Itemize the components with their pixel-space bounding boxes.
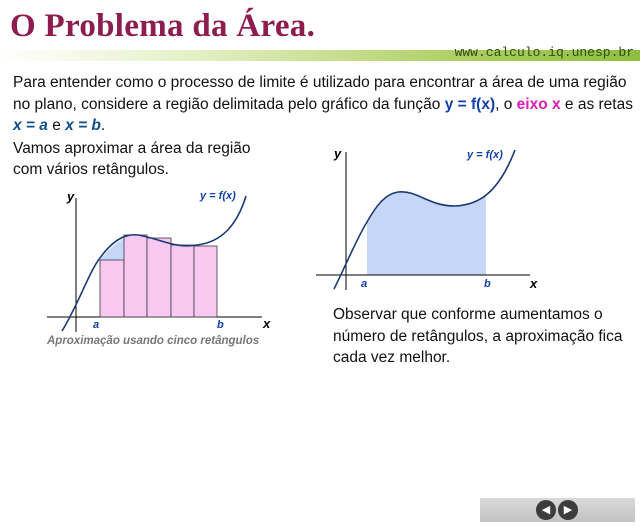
observation-text: Observar que conforme aumentamos o número de retângulos, a aproximação fica cada vez melhor.: [333, 306, 623, 366]
site-url[interactable]: www.calculo.iq.unesp.br: [454, 45, 634, 60]
curve-label: y = f(x): [467, 149, 503, 161]
y-axis-label: y: [334, 146, 342, 161]
area-figure: [305, 140, 545, 295]
intro-text-1: Para entender como o processo de limite é utilizado para encontrar a área de uma região no plano, considere a região delimitada pelo gráfico da função: [13, 74, 627, 113]
rectangle-4: [171, 245, 194, 317]
y-axis-label: y: [67, 189, 75, 204]
rectangle-3: [147, 238, 171, 317]
arrow-left-icon: ◀: [541, 504, 551, 516]
x-axis-label: x: [263, 316, 271, 331]
x-axis-highlight: eixo x: [516, 95, 561, 113]
page-title: O Problema da Área.: [10, 8, 316, 44]
intro-text-2: , o: [495, 95, 517, 113]
intro-paragraph: [13, 72, 638, 137]
curve-label: y = f(x): [200, 190, 236, 202]
line-x-b: x = b: [65, 117, 101, 134]
navigation-bar: [480, 498, 635, 522]
b-label: b: [484, 278, 491, 290]
arrow-right-icon: ▶: [563, 504, 573, 516]
line-x-a: x = a: [13, 117, 48, 134]
intro-text-4: e: [47, 117, 66, 134]
rectangles-figure: [0, 180, 290, 340]
figure-caption: Aproximação usando cinco retângulos: [47, 335, 260, 347]
a-label: a: [361, 278, 368, 290]
next-button[interactable]: [558, 500, 578, 520]
previous-button[interactable]: [536, 500, 556, 520]
intro-text-3: e as retas: [560, 95, 633, 113]
a-label: a: [93, 319, 100, 331]
intro-text-5: .: [100, 117, 106, 134]
x-axis-label: x: [530, 276, 538, 291]
rectangle-5: [194, 246, 217, 317]
b-label: b: [217, 319, 224, 331]
rectangle-1: [100, 260, 124, 317]
function-label: y = f(x): [444, 95, 496, 113]
approximation-text: Vamos aproximar a área da região com vários retângulos.: [13, 140, 251, 178]
rectangle-2: [124, 235, 147, 317]
